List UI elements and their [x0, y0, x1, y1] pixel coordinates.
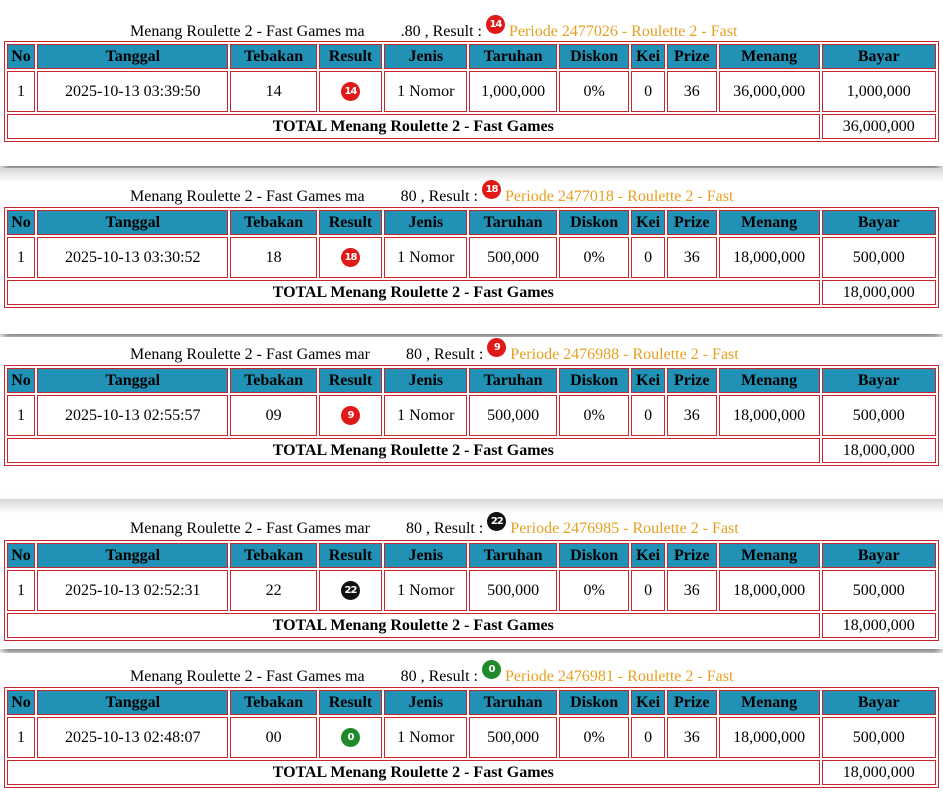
cell-tanggal: 2025-10-13 02:55:57: [37, 395, 228, 436]
column-header-diskon: Diskon: [559, 44, 630, 69]
cell-result: [319, 570, 382, 611]
cell-bayar: 1,000,000: [822, 71, 936, 112]
result-ball-icon: 22: [487, 512, 506, 531]
cell-diskon: 0%: [559, 237, 630, 278]
cell-result: [319, 717, 382, 758]
cell-menang: 18,000,000: [719, 395, 820, 436]
headline-result-label: 80 , Result :: [405, 346, 484, 363]
total-value: 18,000,000: [822, 760, 936, 785]
headline-title: Menang Roulette 2 - Fast Games mar: [130, 520, 370, 537]
column-header-prize: Prize: [667, 368, 717, 393]
column-header-bayar: Bayar: [822, 210, 936, 235]
cell-kei: 0: [631, 395, 664, 436]
report-headline: [130, 18, 738, 42]
column-header-no: No: [7, 690, 35, 715]
result-ball-icon: 18: [482, 180, 501, 199]
column-header-bayar: Bayar: [822, 543, 936, 568]
column-header-bayar: Bayar: [822, 368, 936, 393]
bet-table: [4, 540, 939, 641]
table-header-row: [7, 690, 936, 715]
cell-tebakan: 09: [230, 395, 316, 436]
cell-prize: 36: [667, 570, 717, 611]
table-row: [7, 237, 936, 278]
win-report-card: [0, 499, 943, 649]
cell-bayar: 500,000: [822, 395, 936, 436]
cell-taruhan: 500,000: [469, 237, 556, 278]
column-header-tanggal: Tanggal: [37, 44, 228, 69]
headline-title: Menang Roulette 2 - Fast Games ma: [130, 23, 365, 40]
column-header-tebakan: Tebakan: [230, 690, 316, 715]
column-header-jenis: Jenis: [384, 210, 467, 235]
column-header-kei: Kei: [631, 690, 664, 715]
report-headline: [130, 663, 734, 687]
column-header-menang: Menang: [719, 690, 820, 715]
report-headline: [130, 183, 734, 207]
column-header-tanggal: Tanggal: [37, 543, 228, 568]
total-row: [7, 114, 936, 139]
column-header-jenis: Jenis: [384, 690, 467, 715]
cell-tebakan: 18: [230, 237, 316, 278]
column-header-kei: Kei: [631, 44, 664, 69]
period-label: Periode 2477018 - Roulette 2 - Fast: [504, 188, 734, 205]
column-header-prize: Prize: [667, 210, 717, 235]
result-ball-icon: 14: [486, 15, 505, 34]
total-label: TOTAL Menang Roulette 2 - Fast Games: [7, 114, 820, 139]
cell-jenis: 1 Nomor: [384, 570, 467, 611]
headline-result-label: 80 , Result :: [400, 188, 478, 205]
column-header-prize: Prize: [667, 44, 717, 69]
column-header-result: Result: [319, 44, 382, 69]
cell-taruhan: 500,000: [469, 717, 556, 758]
column-header-result: Result: [319, 368, 382, 393]
cell-tanggal: 2025-10-13 02:48:07: [37, 717, 228, 758]
total-label: TOTAL Menang Roulette 2 - Fast Games: [7, 613, 820, 638]
cell-kei: 0: [631, 570, 664, 611]
column-header-taruhan: Taruhan: [469, 368, 556, 393]
total-row: [7, 613, 936, 638]
column-header-diskon: Diskon: [559, 543, 630, 568]
cell-jenis: 1 Nomor: [384, 237, 467, 278]
cell-tebakan: 22: [230, 570, 316, 611]
cell-taruhan: 1,000,000: [469, 71, 556, 112]
cell-result: [319, 71, 382, 112]
cell-no: 1: [7, 395, 35, 436]
headline-result-label: 80 , Result :: [405, 520, 484, 537]
cell-prize: 36: [667, 237, 717, 278]
cell-kei: 0: [631, 71, 664, 112]
column-header-diskon: Diskon: [559, 210, 630, 235]
masked-username: [370, 346, 406, 364]
cell-diskon: 0%: [559, 570, 630, 611]
roulette-ball-icon: 0: [341, 728, 360, 747]
column-header-tanggal: Tanggal: [37, 690, 228, 715]
period-label: Periode 2477026 - Roulette 2 - Fast: [508, 23, 738, 40]
masked-username: [365, 188, 401, 206]
total-label: TOTAL Menang Roulette 2 - Fast Games: [7, 760, 820, 785]
bet-table: [4, 207, 939, 308]
cell-no: 1: [7, 237, 35, 278]
report-headline: [130, 341, 739, 365]
cell-menang: 36,000,000: [719, 71, 820, 112]
masked-username: [365, 668, 401, 686]
headline-result-label: .80 , Result :: [400, 23, 482, 40]
cell-diskon: 0%: [559, 395, 630, 436]
period-label: Periode 2476985 - Roulette 2 - Fast: [510, 520, 739, 537]
table-header-row: [7, 543, 936, 568]
cell-bayar: 500,000: [822, 237, 936, 278]
column-header-tebakan: Tebakan: [230, 543, 316, 568]
win-report-card: [0, 168, 943, 334]
period-label: Periode 2476988 - Roulette 2 - Fast: [510, 346, 739, 363]
column-header-tanggal: Tanggal: [37, 368, 228, 393]
total-value: 18,000,000: [822, 613, 936, 638]
table-row: [7, 395, 936, 436]
column-header-menang: Menang: [719, 543, 820, 568]
roulette-ball-icon: 18: [341, 248, 360, 267]
total-row: [7, 280, 936, 305]
cell-menang: 18,000,000: [719, 570, 820, 611]
period-label: Periode 2476981 - Roulette 2 - Fast: [504, 668, 734, 685]
total-label: TOTAL Menang Roulette 2 - Fast Games: [7, 280, 820, 305]
column-header-jenis: Jenis: [384, 368, 467, 393]
cell-prize: 36: [667, 717, 717, 758]
total-value: 18,000,000: [822, 438, 936, 463]
headline-title: Menang Roulette 2 - Fast Games ma: [130, 188, 365, 205]
headline-result-label: 80 , Result :: [400, 668, 478, 685]
result-ball-icon: 0: [482, 660, 501, 679]
column-header-diskon: Diskon: [559, 368, 630, 393]
total-label: TOTAL Menang Roulette 2 - Fast Games: [7, 438, 820, 463]
cell-jenis: 1 Nomor: [384, 395, 467, 436]
report-headline: [130, 515, 739, 539]
column-header-result: Result: [319, 543, 382, 568]
column-header-tebakan: Tebakan: [230, 210, 316, 235]
masked-username: [365, 23, 401, 41]
headline-title: Menang Roulette 2 - Fast Games mar: [130, 346, 370, 363]
column-header-jenis: Jenis: [384, 543, 467, 568]
column-header-diskon: Diskon: [559, 690, 630, 715]
column-header-tanggal: Tanggal: [37, 210, 228, 235]
table-header-row: [7, 368, 936, 393]
headline-title: Menang Roulette 2 - Fast Games ma: [130, 668, 365, 685]
cell-kei: 0: [631, 237, 664, 278]
column-header-menang: Menang: [719, 368, 820, 393]
cell-kei: 0: [631, 717, 664, 758]
column-header-tebakan: Tebakan: [230, 44, 316, 69]
cell-no: 1: [7, 570, 35, 611]
cell-no: 1: [7, 717, 35, 758]
column-header-prize: Prize: [667, 543, 717, 568]
bet-table: [4, 687, 939, 788]
cell-diskon: 0%: [559, 717, 630, 758]
column-header-result: Result: [319, 690, 382, 715]
column-header-menang: Menang: [719, 44, 820, 69]
table-row: [7, 570, 936, 611]
cell-jenis: 1 Nomor: [384, 717, 467, 758]
win-report-card: [0, 0, 943, 166]
column-header-prize: Prize: [667, 690, 717, 715]
table-header-row: [7, 44, 936, 69]
column-header-taruhan: Taruhan: [469, 543, 556, 568]
column-header-menang: Menang: [719, 210, 820, 235]
cell-tanggal: 2025-10-13 03:39:50: [37, 71, 228, 112]
result-ball-icon: 9: [487, 338, 506, 357]
column-header-taruhan: Taruhan: [469, 44, 556, 69]
cell-menang: 18,000,000: [719, 717, 820, 758]
cell-jenis: 1 Nomor: [384, 71, 467, 112]
bet-table: [4, 41, 939, 142]
cell-result: [319, 395, 382, 436]
cell-tanggal: 2025-10-13 03:30:52: [37, 237, 228, 278]
bet-table: [4, 365, 939, 466]
roulette-ball-icon: 22: [341, 581, 360, 600]
column-header-taruhan: Taruhan: [469, 690, 556, 715]
cell-menang: 18,000,000: [719, 237, 820, 278]
total-value: 36,000,000: [822, 114, 936, 139]
total-row: [7, 438, 936, 463]
total-row: [7, 760, 936, 785]
cell-prize: 36: [667, 395, 717, 436]
cell-tanggal: 2025-10-13 02:52:31: [37, 570, 228, 611]
column-header-no: No: [7, 44, 35, 69]
cell-no: 1: [7, 71, 35, 112]
column-header-kei: Kei: [631, 210, 664, 235]
column-header-no: No: [7, 210, 35, 235]
cell-tebakan: 00: [230, 717, 316, 758]
cell-taruhan: 500,000: [469, 570, 556, 611]
column-header-bayar: Bayar: [822, 690, 936, 715]
column-header-kei: Kei: [631, 368, 664, 393]
cell-bayar: 500,000: [822, 717, 936, 758]
column-header-tebakan: Tebakan: [230, 368, 316, 393]
column-header-bayar: Bayar: [822, 44, 936, 69]
column-header-no: No: [7, 368, 35, 393]
cell-bayar: 500,000: [822, 570, 936, 611]
roulette-ball-icon: 9: [341, 406, 360, 425]
column-header-jenis: Jenis: [384, 44, 467, 69]
cell-tebakan: 14: [230, 71, 316, 112]
win-report-card: [0, 653, 943, 797]
column-header-taruhan: Taruhan: [469, 210, 556, 235]
table-row: [7, 717, 936, 758]
column-header-no: No: [7, 543, 35, 568]
cell-prize: 36: [667, 71, 717, 112]
masked-username: [370, 520, 406, 538]
win-report-card: [0, 337, 943, 497]
total-value: 18,000,000: [822, 280, 936, 305]
column-header-kei: Kei: [631, 543, 664, 568]
roulette-ball-icon: 14: [341, 82, 360, 101]
cell-result: [319, 237, 382, 278]
column-header-result: Result: [319, 210, 382, 235]
cell-diskon: 0%: [559, 71, 630, 112]
cell-taruhan: 500,000: [469, 395, 556, 436]
table-header-row: [7, 210, 936, 235]
table-row: [7, 71, 936, 112]
